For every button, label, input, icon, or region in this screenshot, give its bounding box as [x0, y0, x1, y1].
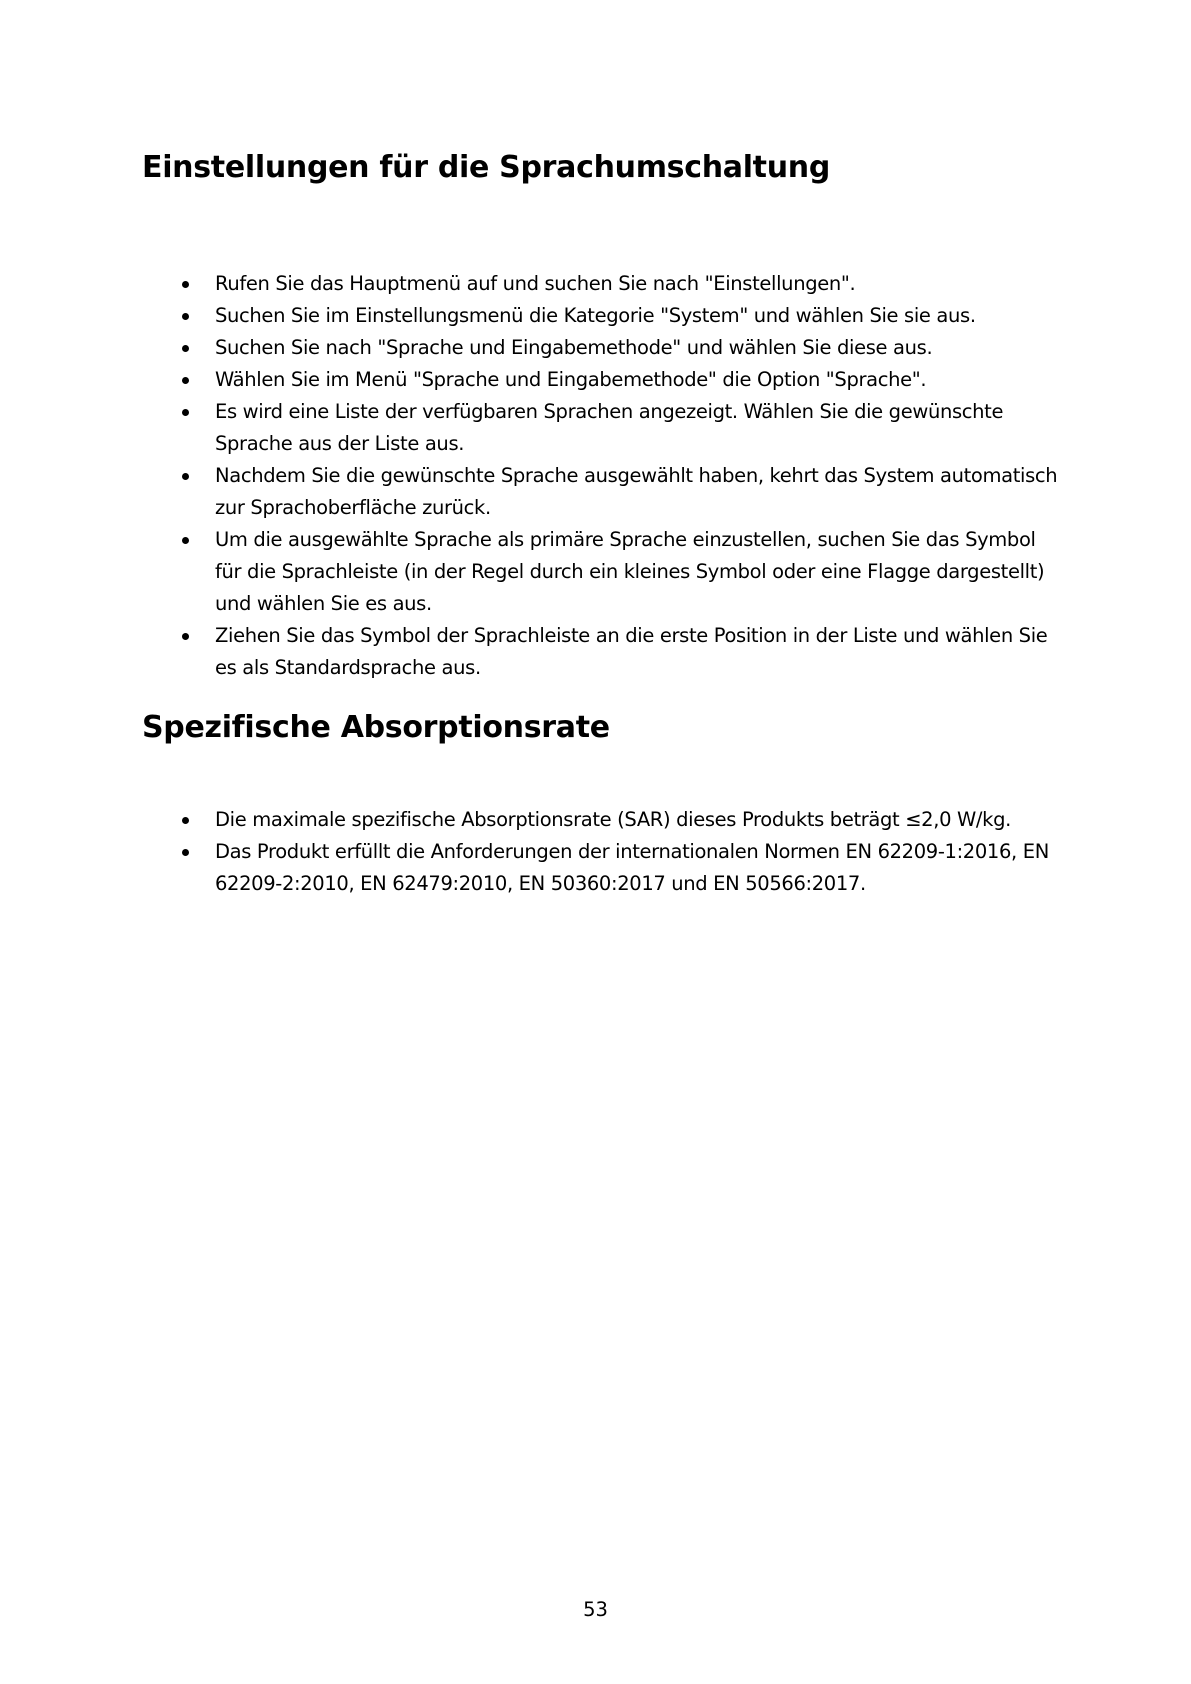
bullet-icon [182, 409, 189, 416]
bullet-icon [182, 817, 189, 824]
bullet-icon [182, 473, 189, 480]
list-item [142, 268, 1062, 300]
list-item-text: Es wird eine Liste der verfügbaren Sprachen angezeigt. Wählen Sie die gewünschte Sprache aus der Liste aus. [215, 400, 1004, 455]
list-item [142, 300, 1062, 332]
list-item-text: Nachdem Sie die gewünschte Sprache ausgewählt haben, kehrt das System automatisch zur Sprachoberfläche zurück. [215, 464, 1058, 519]
bullet-icon [182, 313, 189, 320]
list-item-text: Suchen Sie im Einstellungsmenü die Kategorie "System" und wählen Sie sie aus. [215, 304, 976, 327]
list-item [142, 524, 1062, 620]
section-language-settings [142, 144, 1062, 684]
bullet-icon [182, 537, 189, 544]
list-item [142, 620, 1062, 684]
page-number: 53 [583, 1598, 608, 1621]
section-sar [142, 704, 1062, 900]
section-title: Spezifische Absorptionsrate [142, 710, 610, 745]
bullet-icon [182, 377, 189, 384]
bullet-icon [182, 345, 189, 352]
bullet-icon [182, 849, 189, 856]
bullet-icon [182, 633, 189, 640]
list-item-text: Ziehen Sie das Symbol der Sprachleiste an die erste Position in der Liste und wählen Sie es als Standardsprache aus. [215, 624, 1048, 679]
list-item [142, 460, 1062, 524]
list-item [142, 364, 1062, 396]
section-title: Einstellungen für die Sprachumschaltung [142, 150, 831, 185]
list-item [142, 836, 1062, 900]
bullet-list [142, 804, 1062, 900]
list-item-text: Suchen Sie nach "Sprache und Eingabemethode" und wählen Sie diese aus. [215, 336, 933, 359]
list-item-text: Das Produkt erfüllt die Anforderungen der internationalen Normen EN 62209-1:2016, EN 62209-2:2010, EN 62479:2010, EN 50360:2017 und EN 50566:2017. [215, 840, 1049, 895]
list-item-text: Um die ausgewählte Sprache als primäre Sprache einzustellen, suchen Sie das Symbol für die Sprachleiste (in der Regel durch ein kleines Symbol oder eine Flagge dargestellt) und wählen Sie es aus. [215, 528, 1045, 615]
list-item-text: Die maximale spezifische Absorptionsrate (SAR) dieses Produkts beträgt ≤2,0 W/kg. [215, 808, 1011, 831]
list-item [142, 396, 1062, 460]
bullet-list [142, 268, 1062, 684]
bullet-icon [182, 281, 189, 288]
list-item-text: Wählen Sie im Menü "Sprache und Eingabemethode" die Option "Sprache". [215, 368, 927, 391]
list-item-text: Rufen Sie das Hauptmenü auf und suchen Sie nach "Einstellungen". [215, 272, 856, 295]
list-item [142, 332, 1062, 364]
list-item [142, 804, 1062, 836]
